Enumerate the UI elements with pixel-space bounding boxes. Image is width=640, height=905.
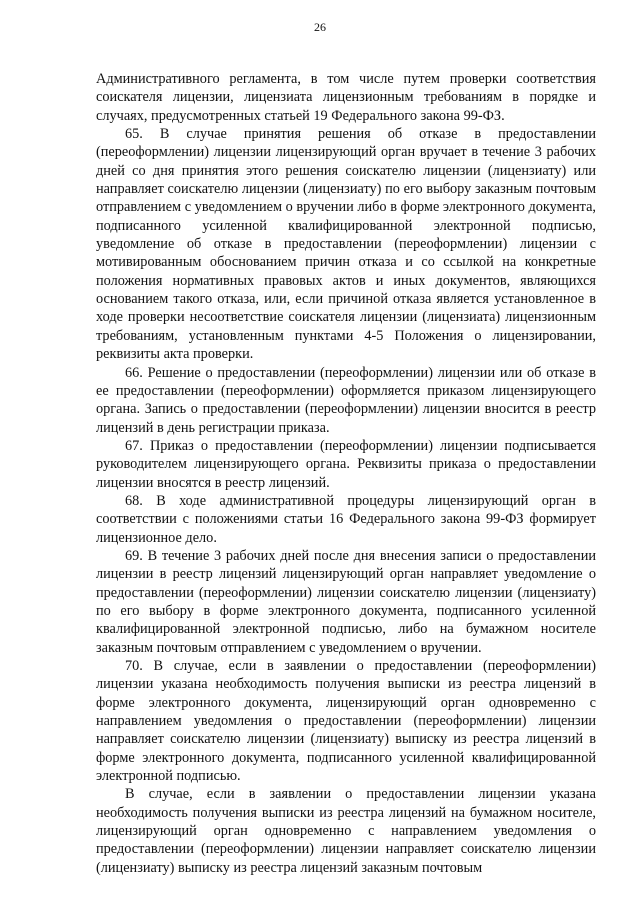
paragraph-item-66: 66. Решение о предоставлении (переоформлении) лицензии или об отказе в ее предоставлении (переоформлении) оформляется приказом лицензирующего органа. Запись о предоставлении (переоформлении) лицензии вносится в реестр лицензий в день регистрации приказа. bbox=[96, 364, 596, 436]
paragraph-item-70-paper: В случае, если в заявлении о предоставлении лицензии указана необходимость получения выписки из реестра лицензий на бумажном носителе, лицензирующий орган одновременно с направлением уведомления о предоставлении (переоформлении) лицензии направляет соискателю лицензии (лицензиату) выписку из реестра лицензий заказным почтовым bbox=[96, 786, 596, 876]
paragraph-item-68: 68. В ходе административной процедуры лицензирующий орган в соответствии с положениями статьи 16 Федерального закона 99-ФЗ формирует лицензионное дело. bbox=[96, 492, 596, 546]
paragraph-item-65: 65. В случае принятия решения об отказе в предоставлении (переоформлении) лицензии лицензирующий орган вручает в течение 3 рабочих дней со дня принятия этого решения соискателю лицензии (лицензиату) или направляет соискателю лицензии (лицензиату) по его выбору заказным почтовым отправлением с уведомлением о вручении либо в форме электронного документа, подписанного усиленной квалифицированной электронной подписью, уведомление об отказе в предоставлении (переоформлении) лицензии с мотивированным обоснованием причин отказа и со ссылкой на конкретные положения нормативных правовых актов и иных документов, являющихся основанием такого отказа, или, если причиной отказа является установленное в ходе проверки несоответствие соискателя лицензии (лицензиата) лицензионным требованиям, установленным пунктами 4-5 Положения о лицензировании, реквизиты акта проверки. bbox=[96, 126, 596, 363]
page-number: 26 bbox=[314, 20, 326, 34]
paragraph-continuation: Административного регламента, в том числе путем проверки соответствия соискателя лицензии, лицензиата лицензионным требованиям в порядке и случаях, предусмотренных статьей 19 Федерального закона 99-ФЗ. bbox=[96, 71, 596, 124]
paragraph-item-70: 70. В случае, если в заявлении о предоставлении (переоформлении) лицензии указана необходимость получения выписки из реестра лицензий в форме электронного документа, лицензирующий орган одновременно с направлением уведомления о предоставлении (переоформлении) лицензии направляет соискателю лицензии (лицензиату) выписку из реестра лицензий в форме электронного документа, подписанного усиленной квалифицированной электронной подписью. bbox=[96, 658, 596, 785]
document-body bbox=[96, 70, 596, 877]
paragraph-item-67: 67. Приказ о предоставлении (переоформлении) лицензии подписывается руководителем лицензирующего органа. Реквизиты приказа о предоставлении лицензии вносятся в реестр лицензий. bbox=[96, 437, 596, 491]
paragraph-item-69: 69. В течение 3 рабочих дней после дня внесения записи о предоставлении лицензии в реестр лицензий лицензирующий орган направляет уведомление о предоставлении (переоформлении) лицензии соискателю лицензии (лицензиату) по его выбору в форме электронного документа, подписанного усиленной квалифицированной электронной подписью, либо на бумажном носителе заказным почтовым отправлением с уведомлением о вручении. bbox=[96, 547, 596, 656]
